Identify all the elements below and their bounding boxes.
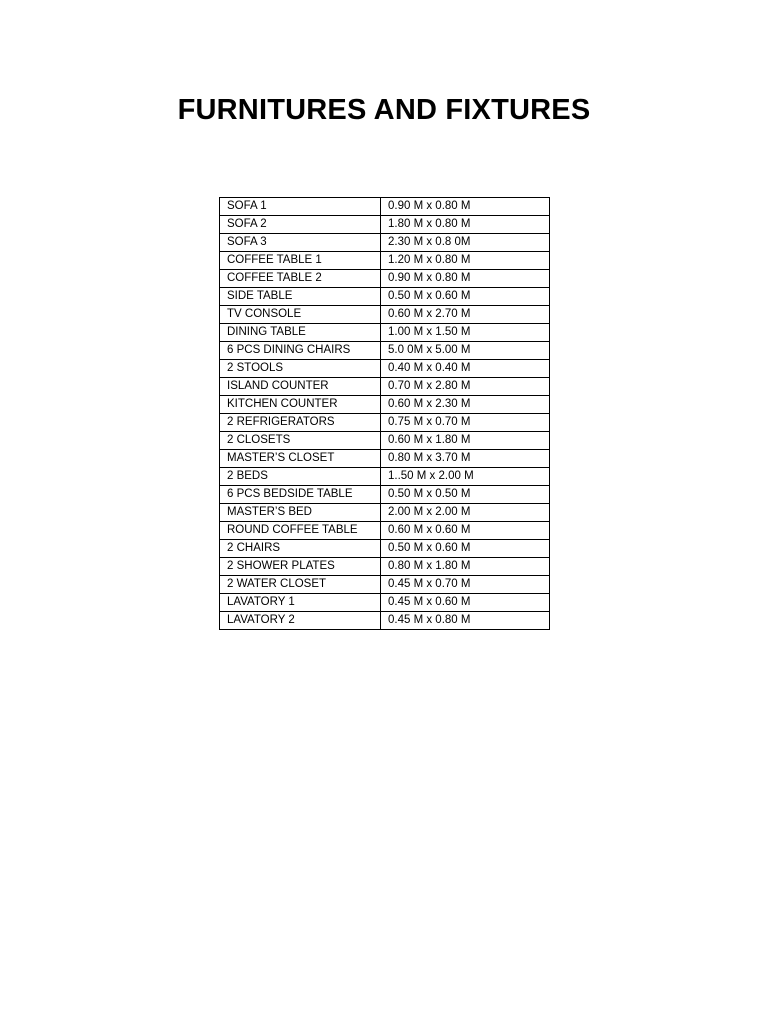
furniture-table-body [220, 198, 550, 630]
page-title: FURNITURES AND FIXTURES [177, 94, 591, 126]
item-size-cell: 1..50 M x 2.00 M [381, 468, 550, 486]
item-name-cell: KITCHEN COUNTER [220, 396, 381, 414]
table-row [220, 288, 550, 306]
table-row [220, 504, 550, 522]
item-name-cell: 6 PCS DINING CHAIRS [220, 342, 381, 360]
table-row [220, 360, 550, 378]
table-row [220, 594, 550, 612]
item-name-cell: 2 WATER CLOSET [220, 576, 381, 594]
table-row [220, 558, 550, 576]
item-size-cell: 0.75 M x 0.70 M [381, 414, 550, 432]
item-name-cell: 2 REFRIGERATORS [220, 414, 381, 432]
item-name-cell: LAVATORY 1 [220, 594, 381, 612]
item-size-cell: 1.80 M x 0.80 M [381, 216, 550, 234]
item-size-cell: 0.60 M x 2.70 M [381, 306, 550, 324]
table-row [220, 234, 550, 252]
item-size-cell: 0.45 M x 0.80 M [381, 612, 550, 630]
item-name-cell: COFFEE TABLE 1 [220, 252, 381, 270]
item-name-cell: SOFA 2 [220, 216, 381, 234]
item-name-cell: 2 BEDS [220, 468, 381, 486]
furniture-table [219, 197, 550, 630]
item-size-cell: 0.45 M x 0.60 M [381, 594, 550, 612]
item-size-cell: 0.60 M x 0.60 M [381, 522, 550, 540]
item-name-cell: DINING TABLE [220, 324, 381, 342]
table-row [220, 612, 550, 630]
item-name-cell: 2 SHOWER PLATES [220, 558, 381, 576]
item-size-cell: 2.00 M x 2.00 M [381, 504, 550, 522]
table-row [220, 378, 550, 396]
item-name-cell: COFFEE TABLE 2 [220, 270, 381, 288]
item-name-cell: LAVATORY 2 [220, 612, 381, 630]
item-size-cell: 0.50 M x 0.60 M [381, 540, 550, 558]
item-size-cell: 0.80 M x 3.70 M [381, 450, 550, 468]
item-name-cell: SOFA 3 [220, 234, 381, 252]
item-name-cell: 2 CHAIRS [220, 540, 381, 558]
item-size-cell: 0.45 M x 0.70 M [381, 576, 550, 594]
item-size-cell: 0.90 M x 0.80 M [381, 198, 550, 216]
table-row [220, 414, 550, 432]
table-row [220, 450, 550, 468]
table-row [220, 540, 550, 558]
table-row [220, 216, 550, 234]
item-size-cell: 0.90 M x 0.80 M [381, 270, 550, 288]
item-size-cell: 0.70 M x 2.80 M [381, 378, 550, 396]
item-name-cell: MASTER’S CLOSET [220, 450, 381, 468]
item-size-cell: 0.60 M x 2.30 M [381, 396, 550, 414]
item-name-cell: SIDE TABLE [220, 288, 381, 306]
table-row [220, 270, 550, 288]
table-row [220, 522, 550, 540]
item-name-cell: SOFA 1 [220, 198, 381, 216]
item-size-cell: 0.80 M x 1.80 M [381, 558, 550, 576]
item-size-cell: 0.40 M x 0.40 M [381, 360, 550, 378]
item-size-cell: 0.50 M x 0.60 M [381, 288, 550, 306]
item-name-cell: 2 CLOSETS [220, 432, 381, 450]
table-row [220, 468, 550, 486]
item-name-cell: TV CONSOLE [220, 306, 381, 324]
table-row [220, 198, 550, 216]
table-row [220, 324, 550, 342]
table-row [220, 306, 550, 324]
item-name-cell: ISLAND COUNTER [220, 378, 381, 396]
item-size-cell: 5.0 0M x 5.00 M [381, 342, 550, 360]
item-size-cell: 0.50 M x 0.50 M [381, 486, 550, 504]
item-name-cell: 6 PCS BEDSIDE TABLE [220, 486, 381, 504]
table-row [220, 342, 550, 360]
item-name-cell: 2 STOOLS [220, 360, 381, 378]
item-name-cell: ROUND COFFEE TABLE [220, 522, 381, 540]
table-row [220, 432, 550, 450]
item-size-cell: 1.20 M x 0.80 M [381, 252, 550, 270]
table-row [220, 486, 550, 504]
table-row [220, 576, 550, 594]
item-name-cell: MASTER’S BED [220, 504, 381, 522]
table-row [220, 252, 550, 270]
item-size-cell: 1.00 M x 1.50 M [381, 324, 550, 342]
item-size-cell: 2.30 M x 0.8 0M [381, 234, 550, 252]
table-row [220, 396, 550, 414]
item-size-cell: 0.60 M x 1.80 M [381, 432, 550, 450]
